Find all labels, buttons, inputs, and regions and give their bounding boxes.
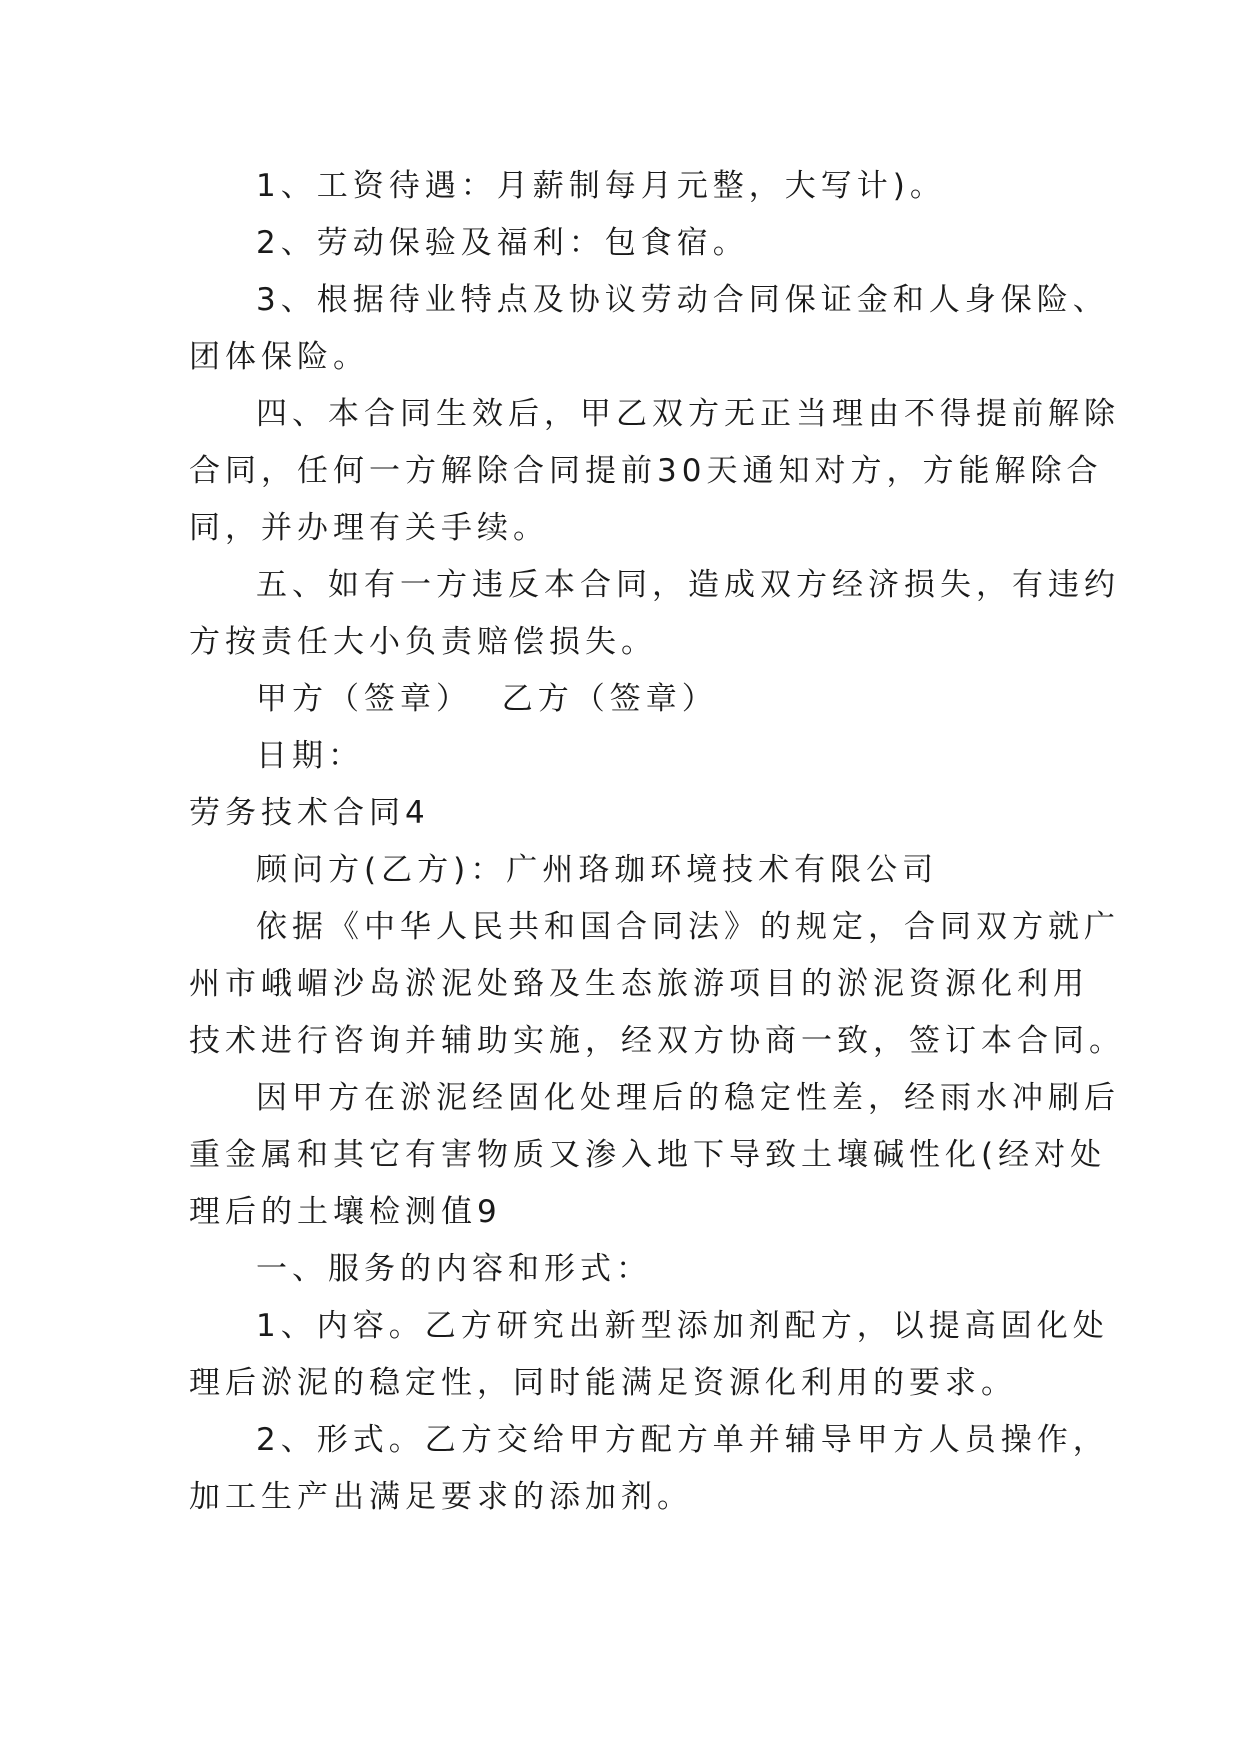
text-line: 1、工资待遇：月薪制每月元整，大写计)。 <box>256 168 946 204</box>
signature-line: 甲方（签章） 乙方（签章） <box>256 681 718 717</box>
text-line: 2、劳动保验及福利：包食宿。 <box>256 225 749 261</box>
date-line: 日期： <box>256 738 364 774</box>
text-line: 重金属和其它有害物质又渗入地下导致土壤碱性化(经对处 <box>189 1137 1107 1173</box>
text-line: 理后淤泥的稳定性，同时能满足资源化利用的要求。 <box>189 1365 1017 1401</box>
text-line: 加工生产出满足要求的添加剂。 <box>189 1479 693 1515</box>
text-line: 团体保险。 <box>189 339 369 375</box>
text-line: 五、如有一方违反本合同，造成双方经济损失，有违约 <box>256 567 1120 603</box>
text-line: 同，并办理有关手续。 <box>189 510 549 546</box>
text-line: 2、形式。乙方交给甲方配方单并辅导甲方人员操作， <box>256 1422 1109 1458</box>
text-line: 四、本合同生效后，甲乙双方无正当理由不得提前解除 <box>256 396 1120 432</box>
text-line: 方按责任大小负责赔偿损失。 <box>189 624 657 660</box>
text-line: 因甲方在淤泥经固化处理后的稳定性差，经雨水冲刷后 <box>256 1080 1120 1116</box>
text-line: 一、服务的内容和形式： <box>256 1251 652 1287</box>
text-line: 依据《中华人民共和国合同法》的规定，合同双方就广 <box>256 909 1120 945</box>
text-line: 合同，任何一方解除合同提前30天通知对方，方能解除合 <box>189 453 1103 489</box>
text-line: 顾问方(乙方)：广州珞珈环境技术有限公司 <box>256 852 939 888</box>
text-line: 州市峨嵋沙岛淤泥处臵及生态旅游项目的淤泥资源化利用 <box>189 966 1089 1002</box>
section-title: 劳务技术合同4 <box>189 795 430 831</box>
text-line: 理后的土壤检测值9 <box>189 1194 502 1230</box>
text-line: 1、内容。乙方研究出新型添加剂配方，以提高固化处 <box>256 1308 1109 1344</box>
text-line: 3、根据待业特点及协议劳动合同保证金和人身保险、 <box>256 282 1109 318</box>
text-line: 技术进行咨询并辅助实施，经双方协商一致，签订本合同。 <box>189 1023 1125 1059</box>
